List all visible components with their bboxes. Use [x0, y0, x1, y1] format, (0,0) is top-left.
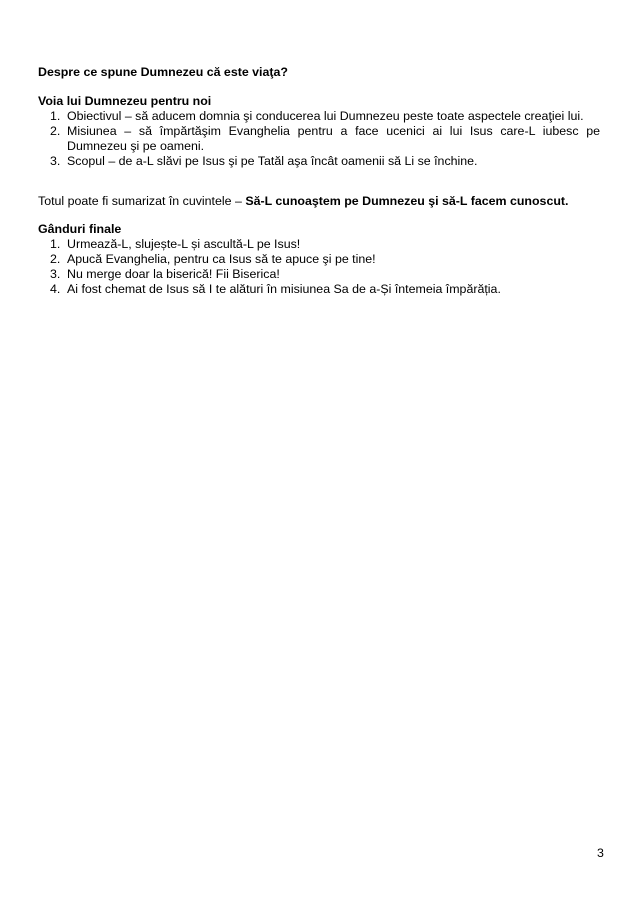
list-item — [38, 124, 600, 154]
list-item-text: Urmează-L, slujește-L și ascultă-L pe Isus! — [67, 237, 301, 251]
list-item-text: Ai fost chemat de Isus să I te alături în misiunea Sa de a-Și întemeia împărăția. — [67, 282, 501, 296]
list-item — [38, 252, 600, 267]
list-item-text: Apucă Evanghelia, pentru ca Isus să te apuce şi pe tine! — [67, 252, 376, 266]
summary-prefix: Totul poate fi sumarizat în cuvintele – — [38, 194, 246, 208]
list-item — [38, 237, 600, 252]
list-item-number: 1. — [50, 237, 61, 251]
list-item — [38, 282, 600, 297]
list-item-text: Scopul – de a-L slăvi pe Isus şi pe Tatăl aşa încât oamenii să Li se închine. — [67, 154, 478, 168]
section-heading-voia: Voia lui Dumnezeu pentru noi — [38, 94, 212, 108]
list-item-number: 2. — [50, 252, 61, 266]
list-item — [38, 154, 600, 169]
list-item — [38, 267, 600, 282]
document-title: Despre ce spune Dumnezeu că este viaţa? — [38, 65, 288, 79]
section-heading-ganduri: Gânduri finale — [38, 222, 122, 236]
summary-emphasis: Să-L cunoaştem pe Dumnezeu şi să-L facem cunoscut. — [245, 194, 569, 208]
list-item-number: 2. — [50, 124, 61, 138]
list-item-number: 1. — [50, 109, 61, 123]
list-item — [38, 109, 600, 124]
page-number: 3 — [597, 846, 604, 860]
summary-paragraph — [38, 194, 568, 209]
list-item-number: 3. — [50, 267, 61, 281]
list-item-text: Nu merge doar la biserică! Fii Biserica! — [67, 267, 280, 281]
list-ganduri — [38, 237, 600, 297]
list-item-number: 4. — [50, 282, 61, 296]
list-item-text: Misiunea – să împărtăşim Evanghelia pentru a face ucenici ai lui Isus care-L iubesc pe Dumnezeu şi pe oameni. — [67, 124, 600, 153]
list-item-text: Obiectivul – să aducem domnia şi conducerea lui Dumnezeu peste toate aspectele creaţiei lui. — [67, 109, 584, 123]
list-item-number: 3. — [50, 154, 61, 168]
list-voia — [38, 109, 600, 169]
